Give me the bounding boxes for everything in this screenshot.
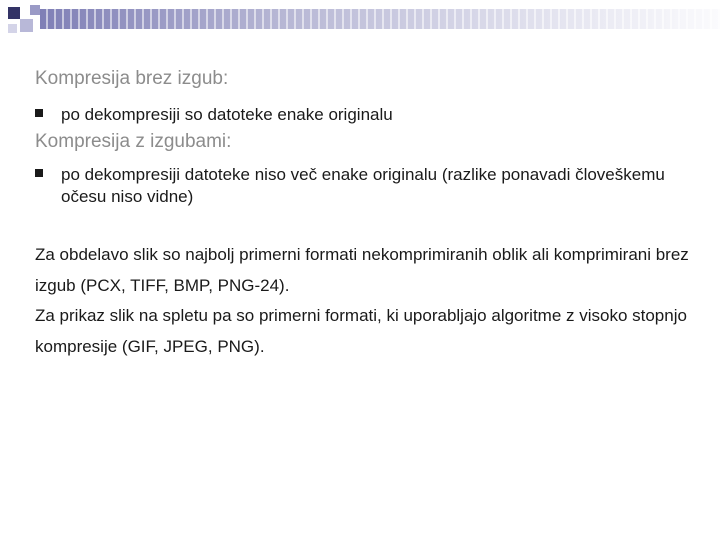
bullet-text: po dekompresiji datoteke niso več enake originalu (razlike ponavadi človeškemu očesu niso vidne) (61, 165, 665, 206)
paragraph-editing-formats: Za obdelavo slik so najbolj primerni formati nekomprimiranih oblik ali komprimirani brez izgub (PCX, TIFF, BMP, PNG-24). (35, 245, 689, 295)
heading-lossy: Kompresija z izgubami: (35, 131, 232, 152)
bullet-square-icon (35, 109, 43, 117)
decor-square-light (20, 19, 33, 32)
heading-lossless: Kompresija brez izgub: (35, 68, 229, 89)
decor-square-mid (30, 5, 40, 15)
paragraph-web-formats: Za prikaz slik na spletu pa so primerni formati, ki uporabljajo algoritme z visoko stopnjo kompresije (GIF, JPEG, PNG). (35, 306, 687, 356)
bullet-item-lossy (35, 164, 695, 208)
decor-square-dark (8, 7, 20, 19)
bullet-square-icon (35, 169, 43, 177)
bullet-item-lossless (35, 104, 695, 126)
bullet-text: po dekompresiji so datoteke enake originalu (61, 105, 393, 124)
decor-square-pale (8, 24, 17, 33)
header-gradient-band (40, 9, 720, 29)
